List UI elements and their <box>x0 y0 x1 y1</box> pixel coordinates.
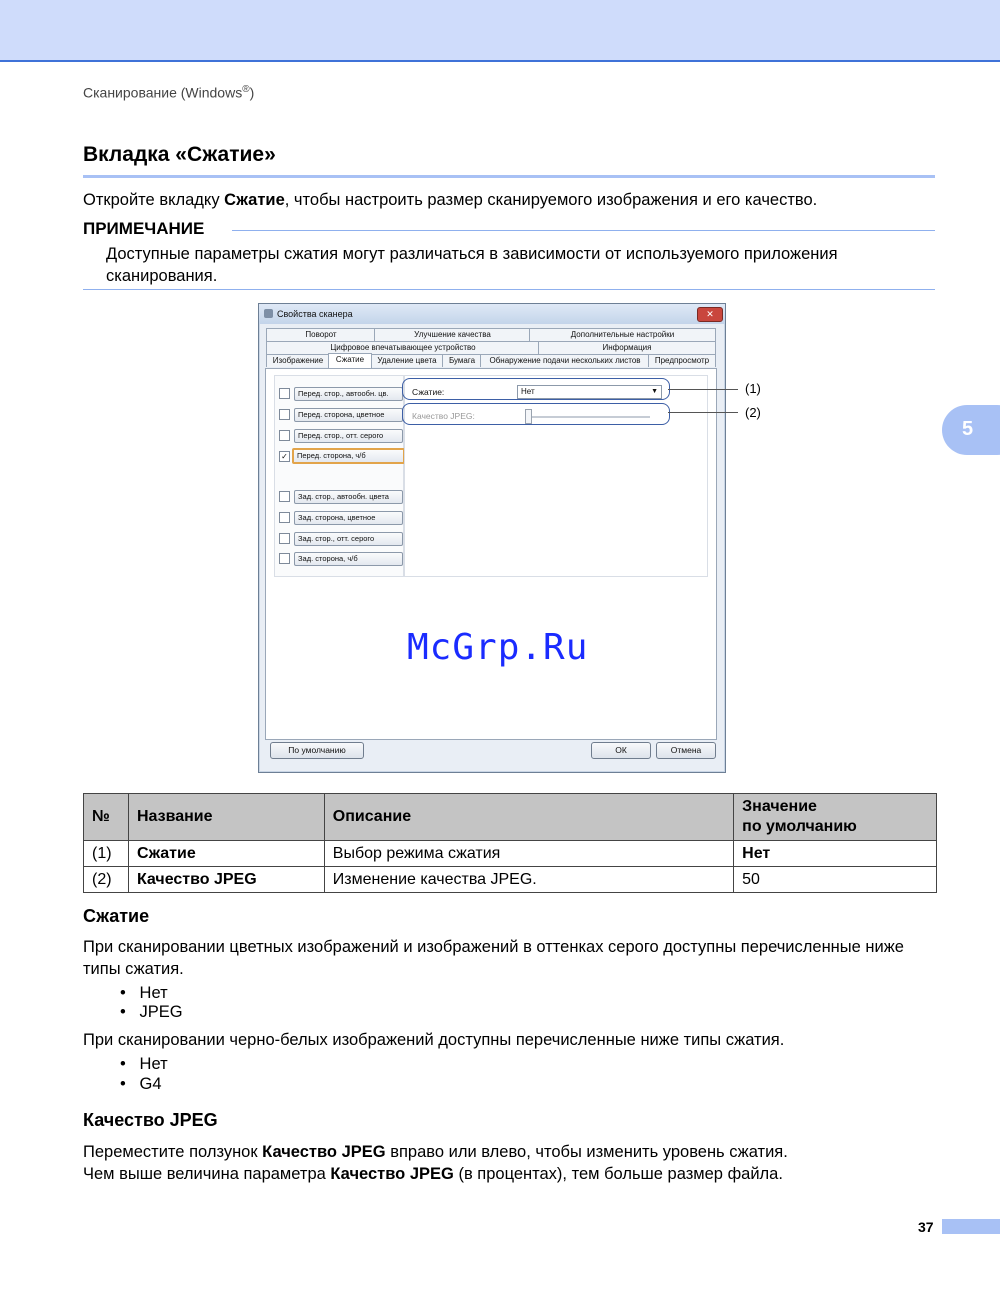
source-button[interactable]: Перед. стор., отт. серого <box>294 429 403 443</box>
table-cell: (2) <box>84 867 129 893</box>
source-button[interactable]: Зад. стор., автообн. цвета <box>294 490 403 504</box>
chevron-down-icon: ▼ <box>651 388 658 395</box>
source-checkbox[interactable] <box>279 430 290 441</box>
source-button[interactable]: Зад. стор., отт. серого <box>294 532 403 546</box>
jpeg-line-1: Переместите ползунок Качество JPEG вправо или влево, чтобы изменить уровень сжатия. <box>83 1143 788 1161</box>
page-number-bar <box>942 1219 1000 1234</box>
compression-paragraph-2: При сканировании черно-белых изображений доступны перечисленные ниже типы сжатия. <box>83 1031 785 1049</box>
list-item: • Нет <box>120 984 168 1002</box>
table-cell: Выбор режима сжатия <box>324 841 733 867</box>
source-button-selected[interactable]: Перед. сторона, ч/б <box>292 448 405 464</box>
scanner-properties-dialog <box>258 303 726 773</box>
compression-value: Нет <box>521 387 535 396</box>
table-header: Значение по умолчанию <box>734 794 937 841</box>
tab-rotate[interactable]: Поворот <box>266 328 376 341</box>
tab-info[interactable]: Информация <box>538 341 716 354</box>
source-checkbox[interactable] <box>279 512 290 523</box>
jpeg-quality-label: Качество JPEG: <box>412 411 475 421</box>
tab-quality[interactable]: Улучшение качества <box>374 328 531 341</box>
note-text: Доступные параметры сжатия могут различаться в зависимости от используемого приложения сканирования. <box>106 245 838 285</box>
page-number: 37 <box>918 1219 934 1235</box>
tab-advanced[interactable]: Дополнительные настройки <box>529 328 716 341</box>
tab-paper[interactable]: Бумага <box>442 354 482 367</box>
table-row <box>84 867 937 893</box>
source-list <box>274 375 404 577</box>
breadcrumb: Сканирование (Windows®) <box>83 84 255 101</box>
scanner-app-icon <box>264 309 273 318</box>
source-checkbox[interactable] <box>279 491 290 502</box>
tab-preview[interactable]: Предпросмотр <box>648 354 716 367</box>
jpeg-line-2: Чем выше величина параметра Качество JPEG (в процентах), тем больше размер файла. <box>83 1165 783 1183</box>
callout-2-label: (2) <box>745 405 761 420</box>
table-header: Название <box>128 794 324 841</box>
default-button[interactable]: По умолчанию <box>270 742 364 759</box>
section-title: Вкладка «Сжатие» <box>83 143 276 166</box>
tab-row-1 <box>266 328 718 341</box>
table-cell: (1) <box>84 841 129 867</box>
tab-image[interactable]: Изображение <box>266 354 330 367</box>
table-header-row <box>84 794 937 841</box>
callout-1-label: (1) <box>745 381 761 396</box>
list-item: • Нет <box>120 1055 168 1073</box>
page-header-band <box>0 0 1000 62</box>
source-checkbox[interactable] <box>279 533 290 544</box>
table-cell: Изменение качества JPEG. <box>324 867 733 893</box>
jpeg-quality-heading: Качество JPEG <box>83 1110 218 1130</box>
tab-compression[interactable]: Сжатие <box>328 353 372 368</box>
callout-2-outline <box>402 403 670 425</box>
source-button[interactable]: Зад. сторона, ч/б <box>294 552 403 566</box>
source-button[interactable]: Перед. сторона, цветное <box>294 408 403 422</box>
table-cell: Нет <box>734 841 937 867</box>
compression-heading: Сжатие <box>83 906 150 926</box>
source-button[interactable]: Перед. стор., автообн. цв. <box>294 387 403 401</box>
watermark: McGrp.Ru <box>407 627 589 668</box>
compression-label: Сжатие: <box>412 387 445 397</box>
table-header: Описание <box>324 794 733 841</box>
chapter-number: 5 <box>962 418 974 440</box>
note-rule <box>232 230 935 231</box>
cancel-button[interactable]: Отмена <box>656 742 716 759</box>
tab-imprinter[interactable]: Цифровое впечатывающее устройство <box>266 341 540 354</box>
intro-text: Откройте вкладку Сжатие, чтобы настроить размер сканируемого изображения и его качество. <box>83 191 818 209</box>
callout-1-outline <box>402 378 670 400</box>
source-checkbox[interactable]: ✓ <box>279 451 290 462</box>
close-icon[interactable]: ✕ <box>697 307 723 322</box>
table-cell: Качество JPEG <box>128 867 324 893</box>
compression-paragraph-1: При сканировании цветных изображений и изображений в оттенках серого доступны перечисленные ниже типы сжатия. <box>83 938 904 978</box>
tab-row-3 <box>266 354 718 367</box>
note-heading: ПРИМЕЧАНИЕ <box>83 219 205 238</box>
list-item: • G4 <box>120 1075 162 1093</box>
table-row <box>84 841 937 867</box>
ok-button[interactable]: ОК <box>591 742 651 759</box>
source-checkbox[interactable] <box>279 553 290 564</box>
note-bottom-rule <box>83 289 935 290</box>
source-checkbox[interactable] <box>279 388 290 399</box>
table-cell: Сжатие <box>128 841 324 867</box>
dialog-title: Свойства сканера <box>277 309 353 319</box>
title-rule <box>83 175 935 178</box>
parameters-table <box>83 793 937 893</box>
list-item: • JPEG <box>120 1003 183 1021</box>
source-checkbox[interactable] <box>279 409 290 420</box>
table-cell: 50 <box>734 867 937 893</box>
callout-1-leader <box>668 389 738 390</box>
tab-color-dropout[interactable]: Удаление цвета <box>370 354 444 367</box>
tab-multifeed[interactable]: Обнаружение подачи нескольких листов <box>480 354 650 367</box>
callout-2-leader <box>668 412 738 413</box>
dialog-title-bar <box>259 304 725 324</box>
table-header: № <box>84 794 129 841</box>
source-button[interactable]: Зад. сторона, цветное <box>294 511 403 525</box>
